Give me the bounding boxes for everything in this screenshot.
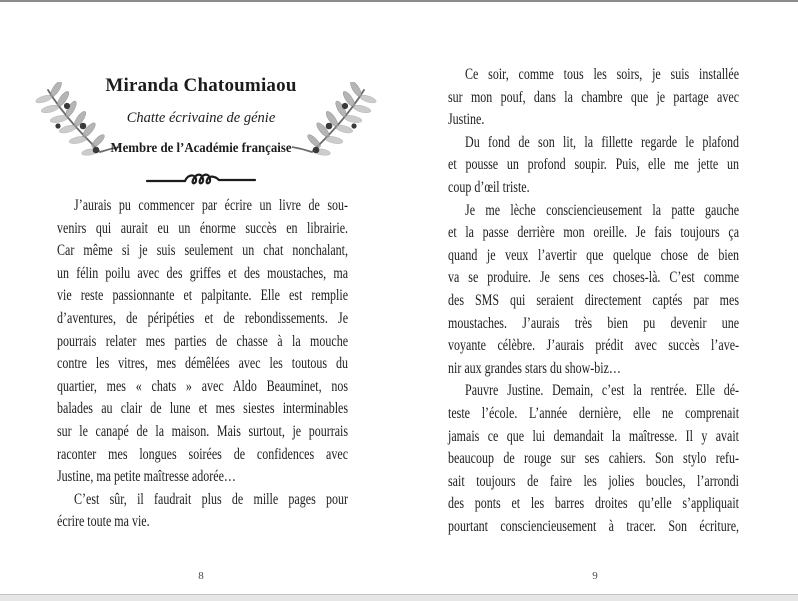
text-line: Pauvre Justine. Demain, c’est la rentrée. Elle dé-: [465, 382, 740, 400]
text-line: moustaches. J’aurais très bien pu devenir une: [448, 314, 740, 332]
text-line: C’est sûr, il faudrait plus de mille pages pour: [74, 490, 349, 508]
text-line: et pousse un profond soupir. Puis, elle me jette un: [448, 156, 740, 174]
text-line: un félin poilu avec des griffes et des moustaches, ma: [57, 264, 349, 282]
text-line: vie reste passionnante et palpitante. Elle est remplie: [57, 287, 349, 305]
text-line: J’aurais pu commencer par écrire un livre de sou-: [74, 197, 349, 214]
text-line: balades au clair de lune et mes siestes interminables: [57, 400, 349, 418]
left-page-text: [57, 195, 349, 534]
author-affiliation: Membre de l’Académie française: [110, 140, 292, 155]
bottom-window-edge: [0, 594, 798, 601]
text-line: sait toujours de faire les jolies boucles, l’arrondi: [448, 472, 740, 490]
page-number-right: 9: [592, 570, 598, 582]
text-line: jamais ce que lui demandait la maîtresse. Il y avait: [448, 427, 740, 445]
chapter-header: [57, 74, 345, 156]
text-line: sur le canapé de la maison. Mais surtout, je pourrais: [57, 422, 349, 440]
text-line: et la passe derrière mon oreille. Je fais toujours ça: [448, 224, 740, 242]
text-line: sur mon pouf, dans la chambre que je partage avec: [448, 88, 740, 106]
text-line: beaucoup de rouge sur ses cahiers. Son stylo refu-: [448, 450, 740, 468]
text-line: pourrais relater mes parties de chasse à la mouche: [57, 332, 349, 350]
text-line: des ponts et les barres droites qu’elle s’appliquait: [448, 495, 740, 513]
text-line: d’aventures, de péripéties et de rebondissements. Je: [57, 309, 349, 327]
text-line: Ce soir, comme tous les soirs, je suis installée: [465, 66, 740, 83]
top-window-edge: [0, 0, 798, 2]
text-line: coup d’œil triste.: [448, 178, 530, 196]
author-title: Miranda Chatoumiaou: [105, 75, 297, 96]
text-line: nir aux grandes stars du show-biz…: [448, 359, 621, 377]
author-subtitle: Chatte écrivaine de génie: [126, 110, 276, 126]
text-line: contre les vitres, mes démêlées avec les toutous du: [57, 355, 349, 373]
section-divider: [57, 171, 345, 194]
text-line: Je me lèche consciencieusement la patte gauche: [465, 201, 740, 219]
text-line: quand je veux l’avertir que quelque chose de bien: [448, 246, 740, 264]
paragraph: [448, 200, 739, 381]
paragraph: [448, 380, 739, 538]
text-line: des SMS qui seraient directement captés par mes: [448, 291, 740, 309]
text-line: pourtant consciencieusement à tracer. Son écriture,: [448, 517, 740, 535]
text-line: va se produire. Je sens ces choses-là. C’est comme: [448, 269, 740, 287]
text-line: teste l’école. L’année dernière, elle ne comprenait: [448, 404, 740, 422]
right-page-text: [448, 64, 742, 538]
text-line: voyante célèbre. J’aurais prédit avec succès l’ave-: [448, 337, 740, 355]
text-line: Justine.: [448, 111, 485, 129]
paragraph: [57, 195, 348, 489]
text-line: Justine, ma petite maîtresse adorée…: [57, 468, 236, 486]
paragraph: [448, 132, 739, 200]
text-line: venirs qui aurait eu un énorme succès en librairie.: [57, 219, 349, 237]
text-line: écrire toute ma vie.: [57, 513, 150, 531]
text-line: Car même si je suis seulement un chat nonchalant,: [57, 242, 349, 260]
text-line: quartier, mes « chats » avec Aldo Beauminet, nos: [57, 377, 349, 395]
text-line: Du fond de son lit, la fillette regarde le plafond: [465, 133, 740, 151]
paragraph: [448, 64, 739, 132]
text-line: raconter mes longues soirées de confidences avec: [57, 445, 349, 463]
rope-twist-divider-icon: [145, 171, 257, 189]
page-number-left: 8: [198, 570, 204, 582]
paragraph: [57, 489, 348, 534]
